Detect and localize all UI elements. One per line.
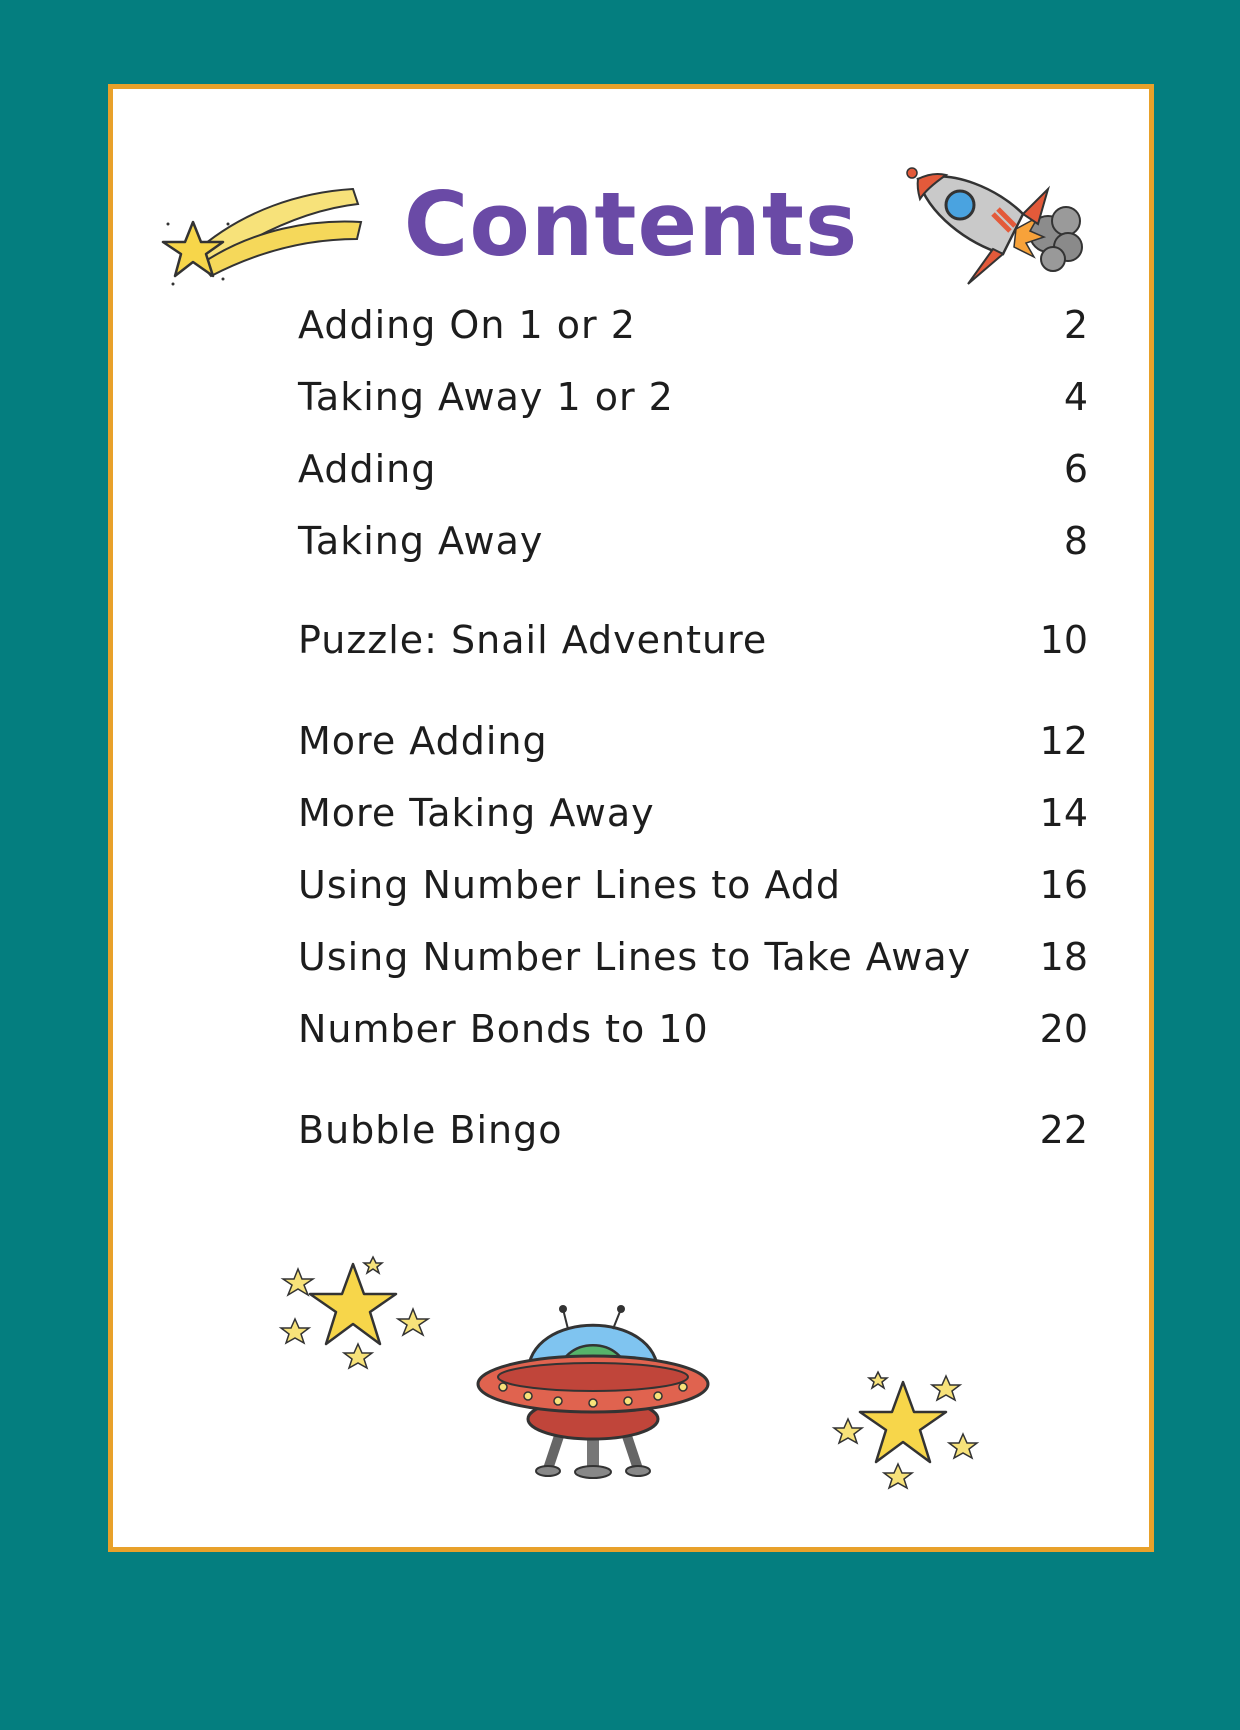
toc-entry-page: 6 (1063, 447, 1088, 491)
toc-entry-label: Using Number Lines to Add (298, 863, 842, 907)
star-cluster-icon (828, 1364, 988, 1494)
toc-entry-page: 4 (1063, 375, 1088, 419)
contents-page (108, 84, 1154, 1552)
toc-entry-page: 22 (1039, 1108, 1088, 1152)
rocket-icon (898, 159, 1088, 309)
toc-entry-label: Using Number Lines to Take Away (298, 935, 972, 979)
toc-entry-page: 2 (1063, 303, 1088, 347)
star-cluster-icon (278, 1249, 438, 1379)
toc-entry-label: Number Bonds to 10 (298, 1007, 709, 1051)
toc-entry-label: Bubble Bingo (298, 1108, 563, 1152)
toc-entry-page: 14 (1039, 791, 1088, 835)
toc-entry-label: Taking Away (298, 519, 544, 563)
toc-entry-label: Adding (298, 447, 437, 491)
toc-entry-page: 8 (1063, 519, 1088, 563)
toc-entry-page: 12 (1039, 719, 1088, 763)
toc-entry-label: Puzzle: Snail Adventure (298, 618, 768, 662)
toc-entry-page: 16 (1039, 863, 1088, 907)
toc-entry[interactable] (298, 711, 1088, 771)
toc-entry-label: More Taking Away (298, 791, 655, 835)
toc-entry[interactable] (298, 610, 1088, 670)
toc-entry-page: 20 (1039, 1007, 1088, 1051)
toc-entry-label: Taking Away 1 or 2 (298, 375, 674, 419)
flying-saucer-icon (473, 1284, 713, 1494)
toc-entry[interactable] (298, 1100, 1088, 1160)
toc-entry-page: 18 (1039, 935, 1088, 979)
toc-entry-label: More Adding (298, 719, 548, 763)
toc-entry-page: 10 (1039, 618, 1088, 662)
toc-entry[interactable] (298, 367, 1088, 427)
toc-entry[interactable] (298, 439, 1088, 499)
toc-entry[interactable] (298, 295, 1088, 355)
toc-entry[interactable] (298, 783, 1088, 843)
toc-entry[interactable] (298, 927, 1088, 987)
toc-entry[interactable] (298, 511, 1088, 571)
toc-entry[interactable] (298, 855, 1088, 915)
toc-entry[interactable] (298, 999, 1088, 1059)
toc-entry-label: Adding On 1 or 2 (298, 303, 636, 347)
page-title: Contents (403, 173, 859, 276)
